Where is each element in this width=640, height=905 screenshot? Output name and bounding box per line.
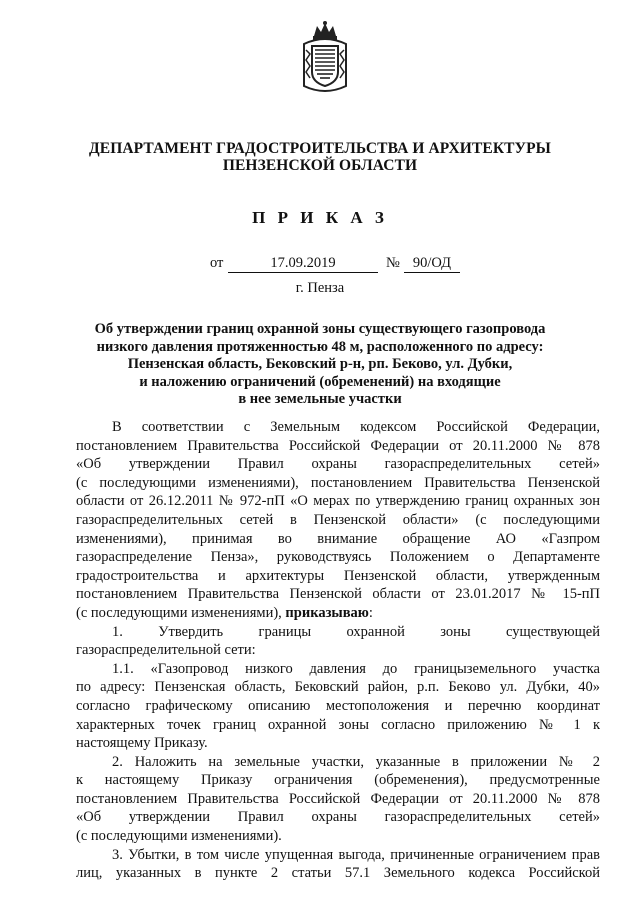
title-line: Пензенская область, Бековский р-н, рп. Беково, ул. Дубки,	[127, 356, 513, 373]
body-line: согласно графическому описанию местоположения и перечню координат	[76, 697, 600, 714]
body-line: постановлением Правительства Российской Федерации от 20.11.2000 № 878	[76, 790, 600, 807]
order-date: 17.09.2019	[228, 255, 378, 273]
title-line: низкого давления протяженностью 48 м, расположенного по адресу:	[96, 338, 544, 355]
body-line: к настоящему Приказу ограничения (обременения), предусмотренные	[76, 772, 600, 789]
number-prefix: №	[386, 255, 400, 271]
body-text: (с последующими изменениями),	[76, 604, 282, 621]
body-line: по адресу: Пензенская область, Бековский район, р.п. Беково ул. Дубки, 40»	[76, 679, 600, 696]
body-line: 1.1. «Газопровод низкого давления до границыземельного участка	[112, 660, 600, 677]
title-line: в нее земельные участки	[238, 391, 402, 408]
date-prefix: от	[210, 255, 224, 271]
colon: :	[368, 604, 373, 621]
body-line: постановлением Правительства Российской Федерации от 20.11.2000 № 878	[76, 437, 600, 454]
body-line: области от 26.12.2011 № 972-пП «О мерах по утверждению границ охранных зон	[76, 493, 600, 510]
body-line: характерных точек границ охранной зоны согласно приложению № 1 к	[76, 716, 600, 733]
body-line: «Об утверждении Правил охраны газораспределительных сетей»	[76, 456, 600, 473]
body-line	[76, 604, 600, 623]
body-line: 1. Утвердить границы охранной зоны существующей	[112, 623, 600, 640]
body-line: лиц, указанных в пункте 2 статьи 57.1 Земельного кодекса Российской	[76, 865, 600, 882]
order-verb: приказываю	[285, 604, 369, 621]
title-line: и наложению ограничений (обременений) на входящие	[139, 373, 501, 390]
body-line: настоящему Приказу.	[76, 735, 208, 752]
title-line: Об утверждении границ охранной зоны существующего газопровода	[94, 321, 546, 337]
body-line: (с последующими изменениями), постановлением Правительства Пензенской	[76, 474, 600, 491]
department-name-line2: ПЕНЗЕНСКОЙ ОБЛАСТИ	[222, 157, 418, 174]
body-line: градостроительства и архитектуры Пензенской области, утвержденным	[76, 567, 600, 584]
document-type-heading: П Р И К А З	[252, 208, 388, 227]
order-number: 90/ОД	[404, 255, 460, 273]
body-line: 3. Убытки, в том числе упущенная выгода, причиненные ограничением прав	[112, 846, 600, 863]
body-line: газораспределительной сети:	[76, 642, 256, 659]
order-title	[0, 321, 640, 409]
body-line: постановлением Правительства Пензенской области от 23.01.2017 № 15-пП	[76, 586, 600, 603]
body-line: 2. Наложить на земельные участки, указанные в приложении № 2	[112, 753, 600, 770]
city-name: г. Пенза	[295, 280, 345, 296]
body-line: В соответствии с Земельным кодексом Российской Федерации,	[112, 419, 600, 435]
body-line: газораспределительных сетей в Пензенской области» (с последующими	[76, 511, 600, 528]
body-line: (с последующими изменениями).	[76, 828, 282, 845]
department-name-line1: ДЕПАРТАМЕНТ ГРАДОСТРОИТЕЛЬСТВА И АРХИТЕКТУРЫ	[89, 140, 551, 157]
body-line: «Об утверждении Правил охраны газораспределительных сетей»	[76, 809, 600, 826]
order-body	[76, 418, 600, 883]
body-line: изменениями), принимая во внимание обращение АО «Газпром	[76, 530, 600, 547]
coat-of-arms-icon	[300, 20, 350, 94]
body-line: газораспределение Пенза», руководствуясь Положением о Департаменте	[76, 549, 600, 566]
